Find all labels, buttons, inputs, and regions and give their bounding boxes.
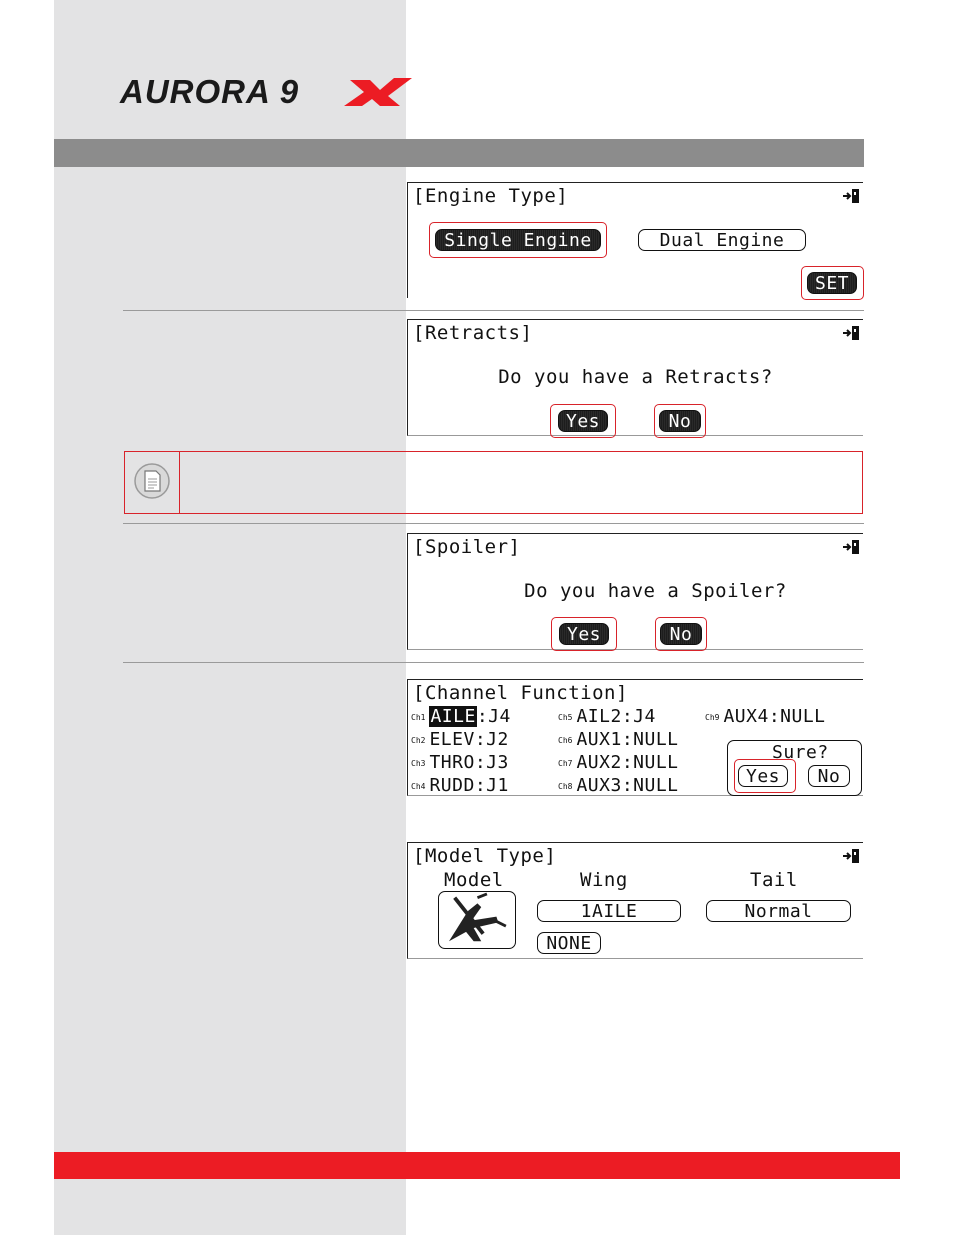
set-button[interactable]: SET xyxy=(807,272,857,294)
channel-assign: :J1 xyxy=(474,775,509,796)
channel-number: Ch8 xyxy=(558,782,573,791)
left-sidebar-panel xyxy=(54,0,406,1235)
channel-name: ELEV xyxy=(429,729,475,750)
retracts-question: Do you have a Retracts? xyxy=(498,366,773,388)
document-note-icon xyxy=(133,462,171,500)
engine-type-screen xyxy=(407,182,863,298)
channel-number: Ch9 xyxy=(705,713,720,722)
channel-assign: :J3 xyxy=(474,752,509,773)
channel-number: Ch5 xyxy=(558,713,573,722)
channel-row-4[interactable] xyxy=(411,775,509,798)
channel-assign: :NULL xyxy=(621,729,679,750)
header-band xyxy=(54,139,864,167)
channel-name: AUX2 xyxy=(576,752,622,773)
screen-title: [Model Type] xyxy=(413,845,557,867)
channel-row-3[interactable] xyxy=(411,752,509,775)
channel-name: AIL2 xyxy=(576,706,622,727)
channel-number: Ch7 xyxy=(558,759,573,768)
confirm-prompt: Sure? xyxy=(772,742,829,763)
channel-row-6[interactable] xyxy=(558,729,679,752)
spoiler-yes-button[interactable]: Yes xyxy=(559,623,609,645)
channel-row-8[interactable] xyxy=(558,775,679,798)
spoiler-no-button[interactable]: No xyxy=(660,623,702,645)
channel-assign: :J2 xyxy=(474,729,509,750)
tail-column-label: Tail xyxy=(750,869,798,891)
airplane-icon xyxy=(439,892,514,947)
model-select-button[interactable] xyxy=(438,891,516,949)
exit-door-icon[interactable] xyxy=(841,324,861,342)
screen-title: [Engine Type] xyxy=(413,185,569,207)
confirm-yes-highlight xyxy=(734,759,796,793)
channel-assign: :NULL xyxy=(621,752,679,773)
dual-engine-button[interactable]: Dual Engine xyxy=(638,229,806,251)
wing-column-label: Wing xyxy=(580,869,628,891)
channel-row-1[interactable] xyxy=(411,706,511,729)
channel-name: AUX1 xyxy=(576,729,622,750)
spoiler-question: Do you have a Spoiler? xyxy=(524,580,787,602)
channel-number: Ch1 xyxy=(411,713,426,722)
channel-name: RUDD xyxy=(429,775,475,796)
confirm-no-button[interactable]: No xyxy=(808,765,850,787)
confirm-yes-button[interactable]: Yes xyxy=(738,765,788,787)
section-divider xyxy=(123,523,864,524)
aurora-9x-logo xyxy=(118,72,418,112)
retracts-screen xyxy=(407,319,863,436)
channel-number: Ch3 xyxy=(411,759,426,768)
channel-function-screen xyxy=(407,679,863,796)
screen-title: [Retracts] xyxy=(413,322,533,344)
channel-assign: :J4 xyxy=(476,706,511,727)
channel-number: Ch4 xyxy=(411,782,426,791)
none-button[interactable]: NONE xyxy=(537,932,601,954)
footer-band xyxy=(54,1152,900,1179)
channel-name: AUX3 xyxy=(576,775,622,796)
tail-type-button[interactable]: Normal xyxy=(706,900,851,922)
spoiler-screen xyxy=(407,533,863,650)
section-divider xyxy=(123,310,864,311)
channel-row-9[interactable] xyxy=(705,706,826,729)
exit-door-icon[interactable] xyxy=(841,187,861,205)
single-engine-button[interactable]: Single Engine xyxy=(435,229,601,251)
retracts-yes-button[interactable]: Yes xyxy=(558,410,608,432)
channel-name: AUX4 xyxy=(723,706,769,727)
channel-assign: :NULL xyxy=(621,775,679,796)
exit-door-icon[interactable] xyxy=(841,538,861,556)
channel-assign: :J4 xyxy=(621,706,656,727)
model-type-screen xyxy=(407,842,863,959)
section-divider xyxy=(123,662,864,663)
channel-assign: :NULL xyxy=(768,706,826,727)
channel-name: AILE xyxy=(430,706,476,727)
channel-row-2[interactable] xyxy=(411,729,509,752)
channel-row-7[interactable] xyxy=(558,752,679,775)
channel-number: Ch2 xyxy=(411,736,426,745)
svg-text:AURORA 9: AURORA 9 xyxy=(120,73,300,110)
exit-door-icon[interactable] xyxy=(841,847,861,865)
retracts-no-button[interactable]: No xyxy=(659,410,701,432)
model-column-label: Model xyxy=(444,869,504,891)
channel-row-5[interactable] xyxy=(558,706,656,729)
screen-title: [Channel Function] xyxy=(413,682,628,704)
channel-number: Ch6 xyxy=(558,736,573,745)
note-callout xyxy=(124,451,863,514)
screen-title: [Spoiler] xyxy=(413,536,521,558)
channel-name: THRO xyxy=(429,752,475,773)
wing-type-button[interactable]: 1AILE xyxy=(537,900,681,922)
note-divider xyxy=(179,452,180,513)
